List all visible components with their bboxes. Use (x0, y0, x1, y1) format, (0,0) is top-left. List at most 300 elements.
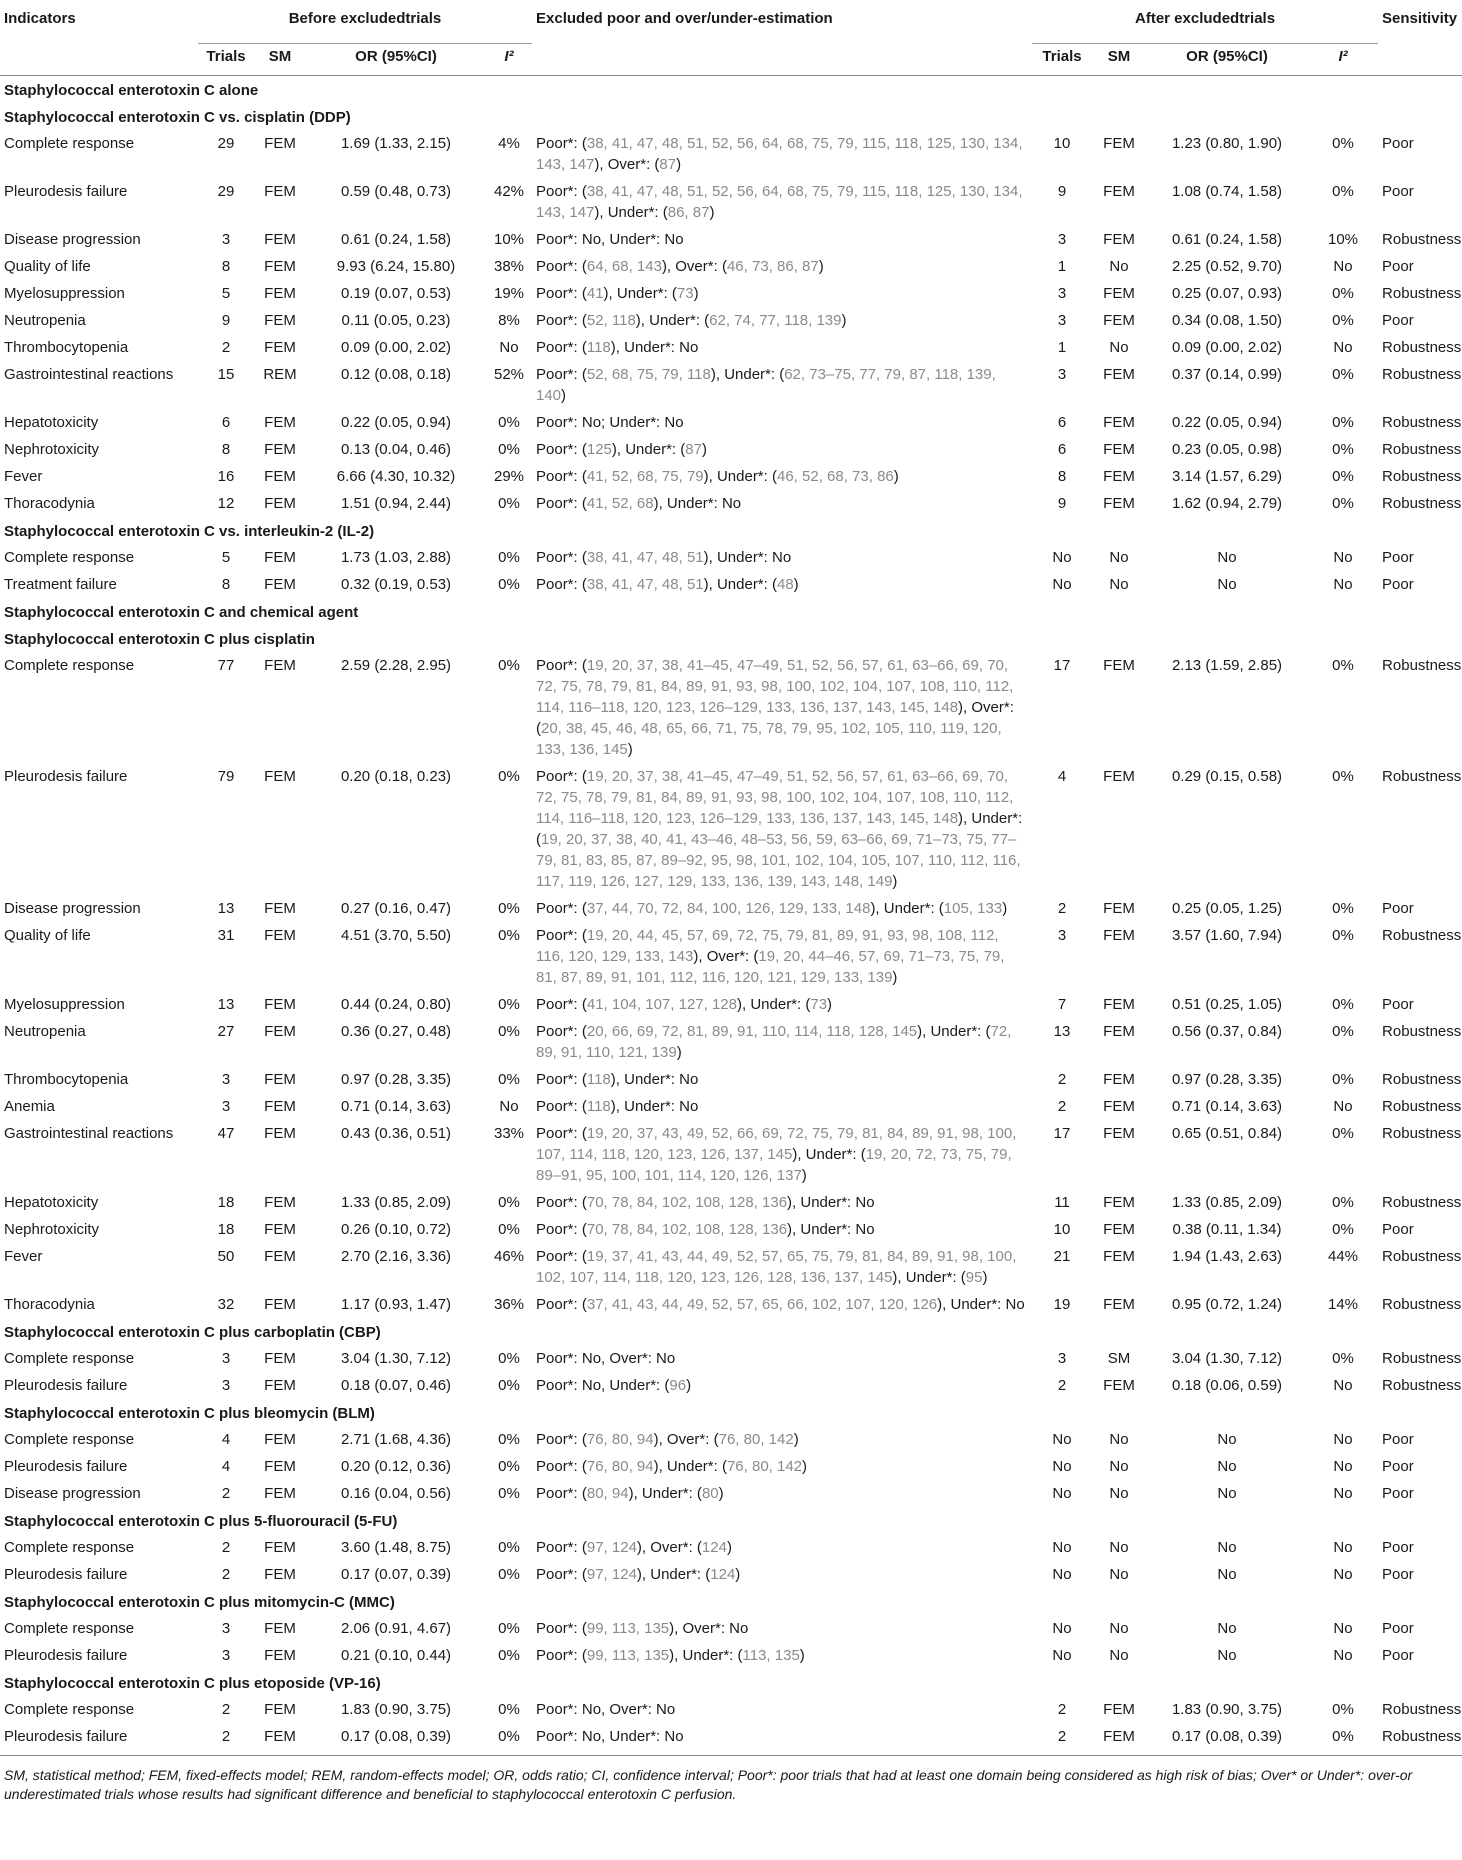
indicator-cell: Complete response (4, 1350, 135, 1367)
excluded-cell: Poor*: (38, 41, 47, 48, 51, 52, 56, 64, 68, 75, 79, 115, 118, 125, 130, 134, 143, 147), Over*: (87) (536, 135, 1023, 173)
i2-before-cell: 0% (498, 1620, 520, 1637)
or-after-cell: 0.22 (0.05, 0.94) (1171, 414, 1283, 431)
sensitivity-cell: Poor (1382, 576, 1414, 593)
excluded-cell: Poor*: No, Over*: No (536, 1701, 676, 1718)
i2-before-cell: 0% (498, 414, 520, 431)
i2-before-cell: No (499, 1098, 519, 1115)
sm-after-cell: No (1109, 1539, 1129, 1556)
or-before-cell: 0.20 (0.18, 0.23) (340, 768, 452, 785)
sm-after-cell: FEM (1103, 1296, 1135, 1313)
or-before-cell: 0.27 (0.16, 0.47) (340, 900, 452, 917)
trials-before-cell: 4 (221, 1458, 231, 1475)
table-row (0, 334, 1462, 361)
trials-after-cell: 3 (1057, 231, 1067, 248)
i2-after-cell: 0% (1332, 1221, 1354, 1238)
table-row (0, 280, 1462, 307)
sm-after-cell: FEM (1103, 996, 1135, 1013)
i2-after-cell: 0% (1332, 1194, 1354, 1211)
trials-after-cell: 2 (1057, 1377, 1067, 1394)
i2-after-cell: 0% (1332, 312, 1354, 329)
or-after-cell: 0.23 (0.05, 0.98) (1171, 441, 1283, 458)
or-after-cell: 1.08 (0.74, 1.58) (1171, 183, 1283, 200)
sensitivity-cell: Poor (1382, 996, 1414, 1013)
or-after-cell: 0.17 (0.08, 0.39) (1171, 1728, 1283, 1745)
i2-after-cell: 0% (1332, 1728, 1354, 1745)
trials-before-cell: 13 (217, 996, 235, 1013)
trials-before-cell: 8 (221, 258, 231, 275)
excluded-cell: Poor*: No, Under*: (96) (536, 1377, 692, 1394)
trials-before-cell: 3 (221, 1620, 231, 1637)
sm-before-cell: FEM (264, 1701, 296, 1718)
sm-before-cell: FEM (264, 1485, 296, 1502)
or-before-cell: 2.71 (1.68, 4.36) (340, 1431, 452, 1448)
trials-before-cell: 3 (221, 1647, 231, 1664)
sm-before-cell: FEM (264, 1458, 296, 1475)
indicator-cell: Thrombocytopenia (4, 1071, 129, 1088)
sm-before-cell: FEM (264, 1728, 296, 1745)
sm-after-cell: FEM (1103, 900, 1135, 917)
sm-before-cell: FEM (264, 1431, 296, 1448)
table-row (0, 1372, 1462, 1399)
trials-before-cell: 3 (221, 1377, 231, 1394)
or-before-cell: 1.69 (1.33, 2.15) (340, 135, 452, 152)
table-row (0, 895, 1462, 922)
header-blank (532, 44, 1032, 76)
trials-before-cell: 3 (221, 231, 231, 248)
excluded-cell: Poor*: (99, 113, 135), Over*: No (536, 1620, 749, 1637)
indicator-cell: Disease progression (4, 900, 141, 917)
i2-after-cell: 0% (1332, 927, 1354, 944)
i2-before-cell: 0% (498, 1485, 520, 1502)
trials-before-cell: 3 (221, 1098, 231, 1115)
or-after-cell: 3.14 (1.57, 6.29) (1171, 468, 1283, 485)
indicator-cell: Neutropenia (4, 312, 86, 329)
excluded-cell: Poor*: (41, 52, 68, 75, 79), Under*: (46, 52, 68, 73, 86) (536, 468, 899, 485)
section-row (0, 1507, 1462, 1534)
i2-before-cell: 0% (498, 1566, 520, 1583)
sm-after-cell: No (1109, 339, 1129, 356)
indicator-cell: Complete response (4, 1701, 135, 1718)
trials-before-cell: 8 (221, 441, 231, 458)
indicator-cell: Myelosuppression (4, 996, 125, 1013)
sm-after-cell: FEM (1103, 231, 1135, 248)
excluded-cell: Poor*: No; Under*: No (536, 414, 684, 431)
or-after-cell: 1.94 (1.43, 2.63) (1171, 1248, 1283, 1265)
sensitivity-cell: Robustness (1382, 414, 1462, 431)
excluded-cell: Poor*: (41), Under*: (73) (536, 285, 699, 302)
trials-before-cell: 2 (221, 1566, 231, 1583)
or-after-cell: 0.34 (0.08, 1.50) (1171, 312, 1283, 329)
i2-after-cell: No (1333, 1098, 1353, 1115)
section-label: Staphylococcal enterotoxin C vs. interleukin-2 (IL-2) (4, 523, 375, 540)
trials-after-cell: No (1052, 576, 1072, 593)
trials-after-cell: 9 (1057, 183, 1067, 200)
or-after-cell: 0.56 (0.37, 0.84) (1171, 1023, 1283, 1040)
trials-after-cell: 4 (1057, 768, 1067, 785)
indicator-cell: Thoracodynia (4, 1296, 95, 1313)
i2-after-cell: 0% (1332, 1023, 1354, 1040)
or-before-cell: 2.59 (2.28, 2.95) (340, 657, 452, 674)
section-label: Staphylococcal enterotoxin C plus etoposide (VP-16) (4, 1675, 381, 1692)
table-row (0, 1615, 1462, 1642)
excluded-cell: Poor*: (80, 94), Under*: (80) (536, 1485, 724, 1502)
or-before-cell: 0.59 (0.48, 0.73) (340, 183, 452, 200)
trials-before-cell: 50 (217, 1248, 235, 1265)
table-row (0, 571, 1462, 598)
i2-after-cell: 0% (1332, 1071, 1354, 1088)
trials-before-cell: 18 (217, 1194, 235, 1211)
indicator-cell: Fever (4, 1248, 43, 1265)
or-after-cell: 1.62 (0.94, 2.79) (1171, 495, 1283, 512)
sensitivity-cell: Robustness (1382, 285, 1462, 302)
trials-after-cell: No (1052, 1485, 1072, 1502)
indicator-cell: Complete response (4, 657, 135, 674)
excluded-cell: Poor*: (76, 80, 94), Over*: (76, 80, 142) (536, 1431, 799, 1448)
or-after-cell: No (1217, 1431, 1237, 1448)
section-row (0, 1588, 1462, 1615)
or-before-cell: 0.21 (0.10, 0.44) (340, 1647, 452, 1664)
trials-after-cell: 3 (1057, 1350, 1067, 1367)
sm-after-cell: FEM (1103, 495, 1135, 512)
sm-before-cell: FEM (264, 231, 296, 248)
trials-before-cell: 2 (221, 1485, 231, 1502)
sm-after-cell: FEM (1103, 1023, 1135, 1040)
sm-before-cell: FEM (264, 183, 296, 200)
i2-before-cell: 0% (498, 549, 520, 566)
header-blank (1378, 44, 1462, 76)
table-row (0, 1723, 1462, 1756)
or-before-cell: 1.17 (0.93, 1.47) (340, 1296, 452, 1313)
or-before-cell: 0.17 (0.07, 0.39) (340, 1566, 452, 1583)
sensitivity-cell: Robustness (1382, 366, 1462, 383)
indicator-cell: Fever (4, 468, 43, 485)
or-after-cell: No (1217, 1620, 1237, 1637)
table-row (0, 226, 1462, 253)
i2-after-cell: 0% (1332, 1350, 1354, 1367)
indicator-cell: Quality of life (4, 927, 91, 944)
sm-after-cell: FEM (1103, 183, 1135, 200)
i2-before-cell: 8% (498, 312, 520, 329)
i2-after-cell: No (1333, 1539, 1353, 1556)
excluded-cell: Poor*: (38, 41, 47, 48, 51), Under*: (48) (536, 576, 799, 593)
or-after-cell: No (1217, 1485, 1237, 1502)
header-trials-before: Trials (206, 48, 246, 65)
i2-before-cell: 0% (498, 1221, 520, 1238)
or-before-cell: 0.20 (0.12, 0.36) (340, 1458, 452, 1475)
sm-after-cell: FEM (1103, 468, 1135, 485)
table-row (0, 763, 1462, 895)
i2-before-cell: 0% (498, 996, 520, 1013)
table-row (0, 1093, 1462, 1120)
i2-after-cell: No (1333, 258, 1353, 275)
i2-after-cell: 0% (1332, 183, 1354, 200)
or-after-cell: No (1217, 1566, 1237, 1583)
trials-after-cell: 3 (1057, 366, 1067, 383)
excluded-cell: Poor*: (19, 20, 44, 45, 57, 69, 72, 75, 79, 81, 89, 91, 93, 98, 108, 112, 116, 120, 129, 133, 143), Over*: (19, 20, 44–46, 57, 69, 71–73, 75, 79, 81, 87, 89, 91, 101, 112, 116, 120, 121, 129, 133, 139) (536, 927, 1005, 986)
trials-before-cell: 18 (217, 1221, 235, 1238)
section-label: Staphylococcal enterotoxin C plus mitomycin-C (MMC) (4, 1594, 395, 1611)
i2-after-cell: No (1333, 549, 1353, 566)
trials-after-cell: 19 (1053, 1296, 1071, 1313)
sm-before-cell: FEM (264, 312, 296, 329)
excluded-cell: Poor*: (20, 66, 69, 72, 81, 89, 91, 110, 114, 118, 128, 145), Under*: (72, 89, 91, 110, 121, 139) (536, 1023, 1012, 1061)
trials-before-cell: 27 (217, 1023, 235, 1040)
sm-after-cell: No (1109, 549, 1129, 566)
indicator-cell: Complete response (4, 1431, 135, 1448)
i2-before-cell: 0% (498, 1647, 520, 1664)
indicator-cell: Anemia (4, 1098, 55, 1115)
indicator-cell: Quality of life (4, 258, 91, 275)
indicator-cell: Hepatotoxicity (4, 1194, 99, 1211)
trials-before-cell: 13 (217, 900, 235, 917)
or-after-cell: No (1217, 1539, 1237, 1556)
sm-before-cell: FEM (264, 1023, 296, 1040)
or-before-cell: 6.66 (4.30, 10.32) (336, 468, 456, 485)
sm-before-cell: FEM (264, 927, 296, 944)
table-row (0, 409, 1462, 436)
trials-after-cell: 2 (1057, 1728, 1067, 1745)
or-before-cell: 0.97 (0.28, 3.35) (340, 1071, 452, 1088)
sm-before-cell: FEM (264, 1350, 296, 1367)
or-after-cell: 3.04 (1.30, 7.12) (1171, 1350, 1283, 1367)
trials-after-cell: 2 (1057, 900, 1067, 917)
header-or-after: OR (95%CI) (1186, 48, 1268, 65)
table-row (0, 1696, 1462, 1723)
trials-before-cell: 9 (221, 312, 231, 329)
i2-after-cell: 0% (1332, 996, 1354, 1013)
sm-before-cell: FEM (264, 441, 296, 458)
or-before-cell: 0.32 (0.19, 0.53) (340, 576, 452, 593)
or-before-cell: 0.13 (0.04, 0.46) (340, 441, 452, 458)
sm-after-cell: No (1109, 1485, 1129, 1502)
table-body (0, 76, 1462, 1756)
sm-after-cell: FEM (1103, 414, 1135, 431)
or-before-cell: 2.06 (0.91, 4.67) (340, 1620, 452, 1637)
trials-before-cell: 5 (221, 549, 231, 566)
section-row (0, 76, 1462, 104)
table-row (0, 307, 1462, 334)
sm-after-cell: FEM (1103, 1728, 1135, 1745)
or-before-cell: 1.51 (0.94, 2.44) (340, 495, 452, 512)
i2-before-cell: 0% (498, 1701, 520, 1718)
sm-before-cell: FEM (264, 1194, 296, 1211)
excluded-cell: Poor*: (52, 118), Under*: (62, 74, 77, 118, 139) (536, 312, 847, 329)
trials-after-cell: 10 (1053, 135, 1071, 152)
header-excluded: Excluded poor and over/under-estimation (536, 10, 833, 27)
or-after-cell: 1.23 (0.80, 1.90) (1171, 135, 1283, 152)
section-row (0, 103, 1462, 130)
section-label: Staphylococcal enterotoxin C plus bleomycin (BLM) (4, 1405, 375, 1422)
trials-after-cell: 7 (1057, 996, 1067, 1013)
header-indicators: Indicators (4, 10, 76, 27)
i2-after-cell: No (1333, 1377, 1353, 1394)
or-after-cell: 1.83 (0.90, 3.75) (1171, 1701, 1283, 1718)
or-before-cell: 0.43 (0.36, 0.51) (340, 1125, 452, 1142)
sm-after-cell: No (1109, 1458, 1129, 1475)
indicator-cell: Pleurodesis failure (4, 768, 128, 785)
indicator-cell: Gastrointestinal reactions (4, 366, 174, 383)
i2-after-cell: 14% (1328, 1296, 1359, 1313)
i2-after-cell: 0% (1332, 414, 1354, 431)
i2-after-cell: 0% (1332, 285, 1354, 302)
i2-before-cell: 33% (493, 1125, 525, 1142)
indicator-cell: Hepatotoxicity (4, 414, 99, 431)
sm-before-cell: FEM (264, 576, 296, 593)
sensitivity-cell: Poor (1382, 1431, 1414, 1448)
indicator-cell: Pleurodesis failure (4, 1566, 128, 1583)
table-footnote: SM, statistical method; FEM, fixed-effects model; REM, random-effects model; OR, odds ratio; CI, confidence interval; Poor*: poor trials that had at least one domain being considered as high risk of bias; Over* or Under*: over-or underestimated trials whose results had significant difference and beneficial to staphylococcal enterotoxin C perfusion. (0, 1756, 1462, 1807)
header-sensitivity: Sensitivity (1382, 10, 1458, 27)
trials-before-cell: 47 (217, 1125, 235, 1142)
section-row (0, 1669, 1462, 1696)
sm-before-cell: FEM (264, 285, 296, 302)
or-before-cell: 0.26 (0.10, 0.72) (340, 1221, 452, 1238)
table-row (0, 1345, 1462, 1372)
excluded-cell: Poor*: (99, 113, 135), Under*: (113, 135) (536, 1647, 805, 1664)
trials-after-cell: No (1052, 1566, 1072, 1583)
excluded-cell: Poor*: (70, 78, 84, 102, 108, 128, 136), Under*: No (536, 1194, 875, 1211)
or-before-cell: 9.93 (6.24, 15.80) (336, 258, 456, 275)
trials-after-cell: 1 (1057, 258, 1067, 275)
section-label: Staphylococcal enterotoxin C and chemical agent (4, 604, 359, 621)
sensitivity-cell: Robustness (1382, 1071, 1462, 1088)
i2-after-cell: 0% (1332, 135, 1354, 152)
or-before-cell: 0.16 (0.04, 0.56) (340, 1485, 452, 1502)
or-before-cell: 2.70 (2.16, 3.36) (340, 1248, 452, 1265)
trials-before-cell: 12 (217, 495, 235, 512)
trials-before-cell: 79 (217, 768, 235, 785)
sm-before-cell: REM (263, 366, 297, 383)
table-row (0, 178, 1462, 226)
sm-after-cell: FEM (1103, 135, 1135, 152)
or-after-cell: 0.25 (0.07, 0.93) (1171, 285, 1283, 302)
excluded-cell: Poor*: (19, 20, 37, 38, 41–45, 47–49, 51, 52, 56, 57, 61, 63–66, 69, 70, 72, 75, 78, 79, 81, 84, 89, 91, 93, 98, 100, 102, 104, 107, 108, 110, 112, 114, 116–118, 120, 123, 126–129, 133, 136, 137, 143, 145, 148), Over*: (20, 38, 45, 46, 48, 65, 66, 71, 75, 78, 79, 95, 102, 105, 110, 119, 120, 133, 136, 145) (536, 657, 1014, 758)
table-row (0, 1189, 1462, 1216)
table-row (0, 1243, 1462, 1291)
sm-after-cell: FEM (1103, 927, 1135, 944)
trials-after-cell: 2 (1057, 1701, 1067, 1718)
sm-before-cell: FEM (264, 1647, 296, 1664)
or-before-cell: 0.71 (0.14, 3.63) (340, 1098, 452, 1115)
or-before-cell: 0.11 (0.05, 0.23) (341, 312, 451, 329)
excluded-cell: Poor*: No, Under*: No (536, 1728, 684, 1745)
or-after-cell: 3.57 (1.60, 7.94) (1171, 927, 1283, 944)
sensitivity-cell: Robustness (1382, 1248, 1462, 1265)
sensitivity-cell: Robustness (1382, 1125, 1462, 1142)
table-row (0, 1642, 1462, 1669)
trials-after-cell: 3 (1057, 285, 1067, 302)
or-after-cell: 0.65 (0.51, 0.84) (1171, 1125, 1283, 1142)
indicator-cell: Complete response (4, 135, 135, 152)
excluded-cell: Poor*: (64, 68, 143), Over*: (46, 73, 86, 87) (536, 258, 824, 275)
header-sm-before: SM (268, 48, 292, 65)
sm-after-cell: FEM (1103, 312, 1135, 329)
indicator-cell: Pleurodesis failure (4, 1647, 128, 1664)
or-after-cell: 0.38 (0.11, 1.34) (1172, 1221, 1282, 1238)
or-after-cell: 2.25 (0.52, 9.70) (1171, 258, 1283, 275)
i2-before-cell: 46% (493, 1248, 525, 1265)
excluded-cell: Poor*: (97, 124), Over*: (124) (536, 1539, 732, 1556)
trials-after-cell: 8 (1057, 468, 1067, 485)
trials-after-cell: No (1052, 1458, 1072, 1475)
section-label: Staphylococcal enterotoxin C plus 5-fluorouracil (5-FU) (4, 1513, 398, 1530)
or-before-cell: 4.51 (3.70, 5.50) (340, 927, 452, 944)
trials-before-cell: 29 (217, 183, 235, 200)
trials-before-cell: 32 (217, 1296, 235, 1313)
table-row (0, 1120, 1462, 1189)
header-sm-after: SM (1107, 48, 1131, 65)
sm-before-cell: FEM (264, 414, 296, 431)
i2-before-cell: 29% (493, 468, 525, 485)
indicator-cell: Disease progression (4, 1485, 141, 1502)
i2-before-cell: 10% (493, 231, 525, 248)
or-before-cell: 0.09 (0.00, 2.02) (340, 339, 452, 356)
indicator-cell: Pleurodesis failure (4, 1377, 128, 1394)
trials-before-cell: 5 (221, 285, 231, 302)
section-row (0, 598, 1462, 625)
sm-after-cell: SM (1107, 1350, 1131, 1367)
sm-before-cell: FEM (264, 768, 296, 785)
i2-before-cell: 0% (498, 1458, 520, 1475)
header-before: Before excludedtrials (198, 0, 532, 44)
trials-before-cell: 2 (221, 1539, 231, 1556)
table-row (0, 490, 1462, 517)
i2-after-cell: No (1333, 576, 1353, 593)
sm-after-cell: FEM (1103, 1248, 1135, 1265)
i2-after-cell: No (1333, 1458, 1353, 1475)
or-after-cell: 0.97 (0.28, 3.35) (1171, 1071, 1283, 1088)
sm-before-cell: FEM (264, 657, 296, 674)
trials-after-cell: 9 (1057, 495, 1067, 512)
table-row (0, 1066, 1462, 1093)
trials-after-cell: 17 (1053, 657, 1071, 674)
sm-after-cell: FEM (1103, 285, 1135, 302)
sensitivity-cell: Robustness (1382, 1194, 1462, 1211)
excluded-cell: Poor*: (118), Under*: No (536, 1071, 699, 1088)
sm-after-cell: FEM (1103, 1221, 1135, 1238)
sm-before-cell: FEM (264, 1071, 296, 1088)
or-before-cell: 0.19 (0.07, 0.53) (340, 285, 452, 302)
trials-before-cell: 2 (221, 1701, 231, 1718)
sm-after-cell: FEM (1103, 1098, 1135, 1115)
trials-after-cell: 3 (1057, 927, 1067, 944)
trials-after-cell: No (1052, 1431, 1072, 1448)
table-row (0, 1291, 1462, 1318)
trials-after-cell: 13 (1053, 1023, 1071, 1040)
i2-before-cell: 0% (498, 927, 520, 944)
sm-after-cell: No (1109, 1647, 1129, 1664)
sm-before-cell: FEM (264, 900, 296, 917)
or-after-cell: 0.51 (0.25, 1.05) (1171, 996, 1283, 1013)
i2-after-cell: No (1333, 1566, 1353, 1583)
section-label: Staphylococcal enterotoxin C plus carboplatin (CBP) (4, 1324, 381, 1341)
or-before-cell: 0.18 (0.07, 0.46) (340, 1377, 452, 1394)
or-after-cell: No (1217, 576, 1237, 593)
trials-before-cell: 2 (221, 339, 231, 356)
i2-before-cell: 0% (498, 900, 520, 917)
sm-after-cell: FEM (1103, 441, 1135, 458)
sm-before-cell: FEM (264, 135, 296, 152)
section-label: Staphylococcal enterotoxin C plus cisplatin (4, 631, 315, 648)
sensitivity-cell: Robustness (1382, 657, 1462, 674)
or-after-cell: 1.33 (0.85, 2.09) (1171, 1194, 1283, 1211)
or-after-cell: 0.37 (0.14, 0.99) (1171, 366, 1283, 383)
trials-after-cell: 21 (1053, 1248, 1071, 1265)
excluded-cell: Poor*: (19, 20, 37, 43, 49, 52, 66, 69, 72, 75, 79, 81, 84, 89, 91, 98, 100, 107, 114, 118, 120, 123, 126, 137, 145), Under*: (19, 20, 72, 73, 75, 79, 89–91, 95, 100, 101, 114, 120, 126, 137) (536, 1125, 1017, 1184)
excluded-cell: Poor*: (118), Under*: No (536, 1098, 699, 1115)
indicator-cell: Complete response (4, 1539, 135, 1556)
i2-after-cell: 0% (1332, 366, 1354, 383)
